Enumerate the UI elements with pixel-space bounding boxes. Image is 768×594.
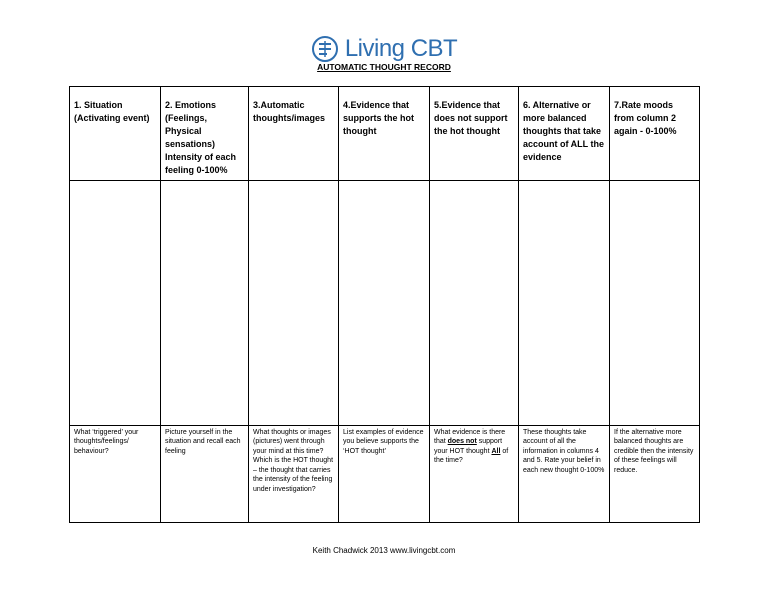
entry-cell-alternative-thoughts[interactable]	[519, 181, 610, 425]
guidance-cell	[161, 425, 249, 522]
column-title: 2. Emotions (Feelings, Physical sensations) Intensity of each feeling 0-100%	[165, 100, 237, 175]
guidance-text: What ‘triggered’ your thoughts/feelings/ behaviour?	[74, 428, 139, 455]
guidance-row	[70, 425, 700, 522]
guidance-text-part: support your HOT thought	[434, 438, 503, 455]
living-cbt-logo-icon	[311, 35, 339, 63]
column-title: 5.Evidence that does not support the hot thought	[434, 100, 508, 136]
header-cell-alternative-thoughts	[519, 87, 610, 181]
column-title: 3.Automatic thoughts/images	[253, 100, 326, 123]
guidance-cell	[610, 425, 700, 522]
thought-record-table	[69, 86, 700, 523]
footer-credit: Keith Chadwick 2013 www.livingcbt.com	[312, 546, 456, 555]
entry-cell-contrary-evidence[interactable]	[430, 181, 519, 425]
guidance-cell	[430, 425, 519, 522]
entry-row	[70, 181, 700, 425]
entry-cell-rate-moods[interactable]	[610, 181, 700, 425]
guidance-text: Picture yourself in the situation and recall each feeling	[165, 428, 241, 455]
header-cell-situation	[70, 87, 161, 181]
guidance-text: If the alternative more balanced thoughts are credible then the intensity of these feelings will reduce.	[614, 428, 694, 474]
header-cell-rate-moods	[610, 87, 700, 181]
guidance-text-part: What evidence is there that	[434, 428, 506, 446]
guidance-text-part: of the time?	[434, 447, 509, 465]
entry-cell-situation[interactable]	[70, 181, 161, 425]
guidance-cell	[249, 425, 339, 522]
page-title: AUTOMATIC THOUGHT RECORD	[317, 62, 451, 72]
guidance-emphasis: All	[491, 447, 501, 455]
header-cell-contrary-evidence	[430, 87, 519, 181]
entry-cell-emotions[interactable]	[161, 181, 249, 425]
header-cell-emotions	[161, 87, 249, 181]
column-title: 7.Rate moods from column 2 again - 0-100%	[614, 100, 677, 136]
column-title: 6. Alternative or more balanced thoughts that take account of ALL the evidence	[523, 100, 604, 162]
column-title: 1. Situation (Activating event)	[74, 100, 150, 123]
guidance-text	[430, 426, 518, 466]
guidance-emphasis: does not	[447, 438, 477, 446]
guidance-text: What thoughts or images (pictures) went through your mind at this time? Which is the HOT thought – the thought that carries the intensity of the feeling under investigation?	[253, 428, 334, 493]
guidance-cell	[70, 425, 161, 522]
guidance-text: These thoughts take account of all the information in columns 4 and 5. Rate your belief in each new thought 0-100%	[523, 428, 605, 474]
header-row	[70, 87, 700, 181]
entry-cell-automatic-thoughts[interactable]	[249, 181, 339, 425]
entry-cell-supporting-evidence[interactable]	[339, 181, 430, 425]
column-title: 4.Evidence that supports the hot thought	[343, 100, 414, 136]
guidance-cell	[339, 425, 430, 522]
logo	[0, 34, 768, 64]
guidance-text: List examples of evidence you believe supports the ‘HOT thought’	[343, 428, 424, 455]
header-cell-automatic-thoughts	[249, 87, 339, 181]
header-cell-supporting-evidence	[339, 87, 430, 181]
guidance-cell	[519, 425, 610, 522]
logo-text: Living CBT	[344, 35, 458, 62]
